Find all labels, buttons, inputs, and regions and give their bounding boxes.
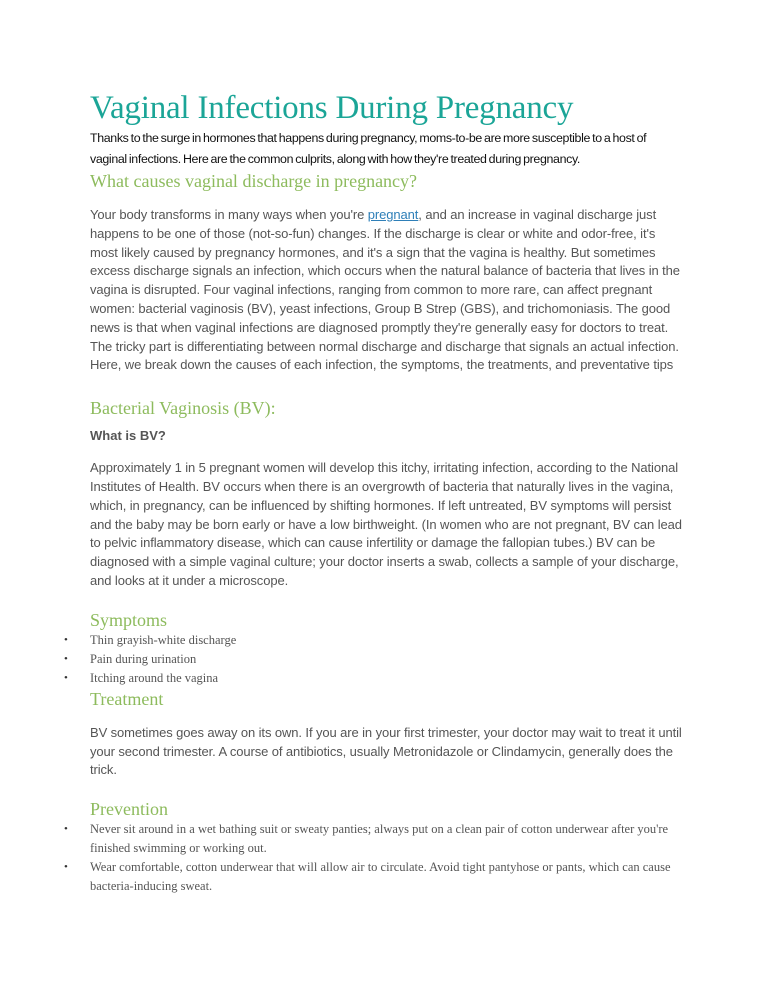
list-item: • Pain during urination — [90, 650, 682, 669]
treatment-heading: Treatment — [90, 688, 164, 709]
document-page — [90, 88, 682, 896]
section-heading-causes: What causes vaginal discharge in pregnancy? — [90, 171, 418, 191]
page-title: Vaginal Infections During Pregnancy — [90, 90, 574, 126]
list-item: • Wear comfortable, cotton underwear that will allow air to circulate. Avoid tight pantyhose or pants, which can cause bacteria-inducing sweat. — [90, 858, 682, 896]
intro-paragraph: Thanks to the surge in hormones that happens during pregnancy, moms-to-be are more susceptible to a host of vaginal infections. Here are the common culprits, along with how they're treated during pregnancy. — [90, 131, 647, 166]
causes-text-2: , and an increase in vaginal discharge just happens to be one of those (not-so-fun) changes. If the discharge is clear or white and odor-free, it's most likely caused by pregnancy hormones, and it's a sign that the vagina is healthy. But sometimes excess discharge signals an infection, which occurs when the natural balance of bacteria that lives in the vagina is disrupted. Four vaginal infections, ranging from common to more rare, can affect pregnant women: bacterial vaginosis (BV), yeast infections, Group B Strep (GBS), and trichomoniasis. The good news is that when vaginal infections are diagnosed promptly they're generally easy for doctors to treat. The tricky part is differentiating between normal discharge and discharge that signals an actual infection. Here, we break down the causes of each infection, the symptoms, the treatments, and preventative tips — [90, 207, 680, 373]
causes-paragraph — [90, 206, 682, 375]
list-item: • Never sit around in a wet bathing suit or sweaty panties; always put on a clean pair of cotton underwear after you're finished swimming or working out. — [90, 820, 682, 858]
section-heading-bv: Bacterial Vaginosis (BV): — [90, 398, 276, 419]
treatment-paragraph: BV sometimes goes away on its own. If you are in your first trimester, your doctor may wait to treat it until your second trimester. A course of antibiotics, usually Metronidazole or Clindamycin, generally does the trick. — [90, 724, 682, 778]
symptoms-heading: Symptoms — [90, 609, 168, 630]
prevention-list — [90, 820, 682, 896]
bv-paragraph: Approximately 1 in 5 pregnant women will develop this itchy, irritating infection, according to the National Institutes of Health. BV occurs when there is an overgrowth of bacteria that naturally lives in the vagina, which, in pregnancy, can be influenced by shifting hormones. If left untreated, BV symptoms will persist and the baby may be born early or have a low birthweight. (In women who are not pregnant, BV can lead to pelvic inflammatory disease, which can cause infertility or damage the fallopian tubes.) BV can be diagnosed with a simple vaginal culture; your doctor inserts a swab, collects a sample of your discharge, and looks at it under a microscope. — [90, 460, 682, 588]
subheading-what-is-bv: What is BV? — [90, 428, 166, 444]
prevention-heading: Prevention — [90, 799, 168, 820]
symptoms-list — [90, 631, 682, 688]
pregnant-link[interactable]: pregnant — [367, 207, 419, 222]
list-item: • Thin grayish-white discharge — [90, 631, 682, 650]
list-item: • Itching around the vagina — [90, 669, 682, 688]
causes-text-1: Your body transforms in many ways when you're — [90, 207, 368, 222]
